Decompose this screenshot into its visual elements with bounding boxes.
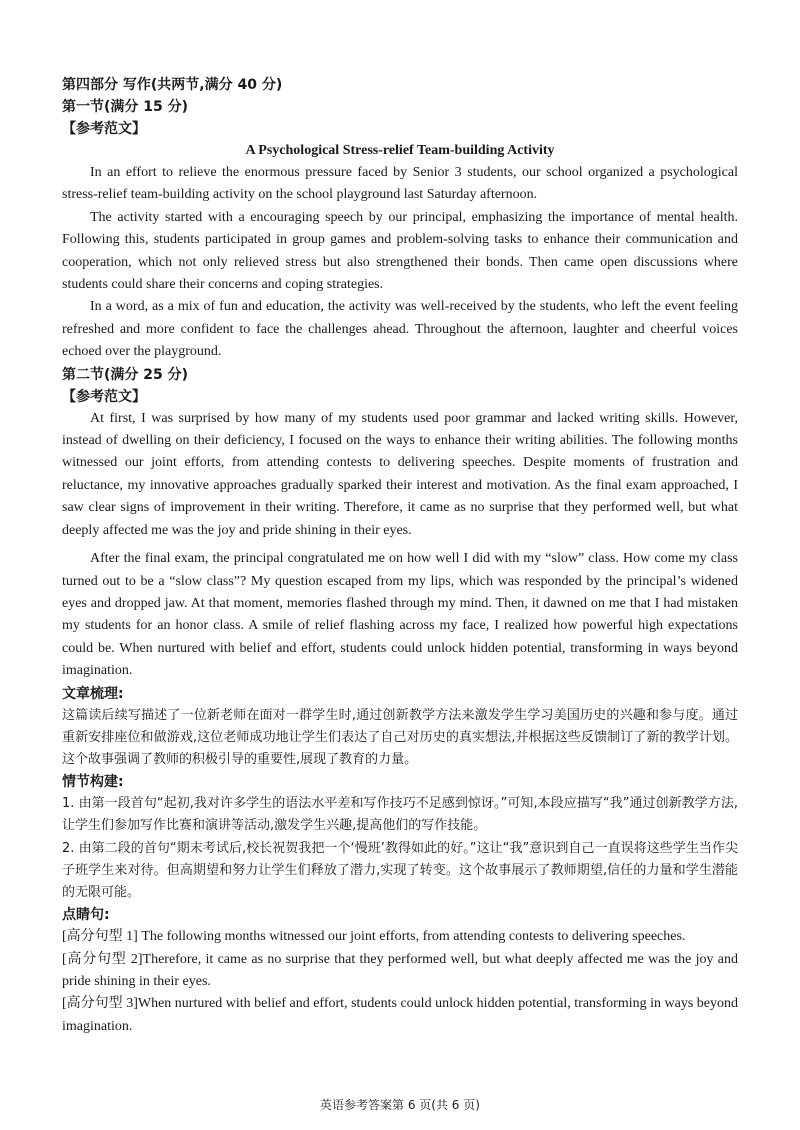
- plot-item-1: 1. 由第一段首句“起初,我对许多学生的语法水平差和写作技巧不足感到惊讶。”可知,本段应描写“我”通过创新教学方法,让学生们参加写作比赛和演讲等活动,激发学生兴趣,提高他们的写作技能。: [62, 796, 738, 834]
- highlights-heading: 点睛句:: [62, 907, 110, 924]
- s1-paragraph-1: In an effort to relieve the enormous pressure faced by Senior 3 students, our school organized a psychological stress-relief team-building activity on the school playground last Saturday afternoon.: [62, 165, 738, 203]
- section2-heading: 第二节(满分 25 分): [62, 366, 189, 383]
- plot-item-2: 2. 由第二段的首句“期末考试后,校长祝贺我把一个‘慢班’教得如此的好。”这让“我”意识到自己一直误将这些学生当作尖子班学生来对待。但高期望和努力让学生们释放了潜力,实现了转变。这个故事展示了教师期望,信任的力量和学生潜能的无限可能。: [62, 840, 738, 900]
- s2-paragraph-1: At first, I was surprised by how many of my students used poor grammar and lacked writing skills. However, instead of dwelling on their deficiency, I focused on the ways to enhance their writing abilities. The following months witnessed our joint efforts, from attending contests to delivering speeches. Despite moments of frustration and reluctance, my innovative approaches gradually sparked their interest and motivation. As the final exam approached, I saw clear signs of improvement in their writing. Therefore, it came as no surprise that they performed well, but what deeply affected me was the joy and pride shining in their eyes.: [62, 410, 738, 538]
- section1-heading: 第一节(满分 15 分): [62, 99, 189, 115]
- plot-heading: 情节构建:: [62, 774, 124, 791]
- page-footer: 英语参考答案第 6 页(共 6 页): [320, 1098, 480, 1112]
- analysis-text: 这篇读后续写描述了一位新老师在面对一群学生时,通过创新教学方法来激发学生学习美国历史的兴趣和参与度。通过重新安排座位和做游戏,这位老师成功地让学生们表达了自己对历史的真实想法,并根据这些反馈制订了新的教学计划。这个故事强调了教师的积极引导的重要性,展现了教育的力量。: [62, 707, 738, 767]
- essay-title: A Psychological Stress-relief Team-building Activity: [245, 143, 555, 158]
- highlight-item-1: [高分句型 1] The following months witnessed our joint efforts, from attending contests to delivering speeches.: [62, 929, 686, 945]
- answer-page: [62, 74, 738, 1038]
- highlight-item-2: [高分句型 2]Therefore, it came as no surprise that they performed well, but what deeply affected me was the joy and pride shining in their eyes.: [62, 951, 738, 989]
- s1-paragraph-3: In a word, as a mix of fun and education, the activity was well-received by the students, who left the event feeling refreshed and more confident to face the challenges ahead. Throughout the afternoon, laughter and cheerful voices echoed over the playground.: [62, 299, 738, 360]
- section1-label: 【参考范文】: [62, 121, 146, 137]
- part-title: 第四部分 写作(共两节,满分 40 分): [62, 77, 283, 93]
- analysis-heading: 文章梳理:: [62, 685, 124, 702]
- highlight-item-3: [高分句型 3]When nurtured with belief and effort, students could unlock hidden potential, transforming in ways beyond imagination.: [62, 996, 738, 1034]
- s2-paragraph-2: After the final exam, the principal congratulated me on how well I did with my “slow” class. How come my class turned out to be a “slow class”? My question escaped from my lips, which was responded by the principal’s widened eyes and dropped jaw. At that moment, memories flashed through my mind. Then, it dawned on me that I had mistaken my students for an honor class. A smile of relief flashing across my face, I realized how powerful high expectations could be. When nurtured with belief and effort, students could unlock hidden potential, transforming in ways beyond imagination.: [62, 551, 738, 679]
- s1-paragraph-2: The activity started with a encouraging speech by our principal, emphasizing the importance of mental health. Following this, students participated in group games and problem-solving tasks to enhance their communication and cooperation, which not only relieved stress but also strengthened their bonds. Then came open discussions where students could share their concerns and coping strategies.: [62, 209, 738, 293]
- section2-label: 【参考范文】: [62, 388, 146, 405]
